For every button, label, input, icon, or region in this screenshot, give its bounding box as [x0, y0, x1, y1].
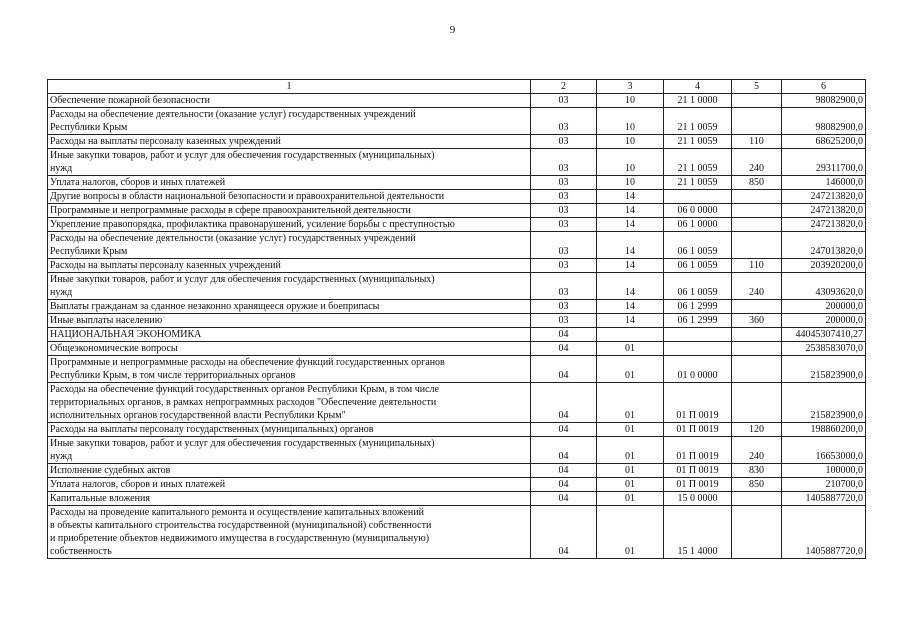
budget-item-name: Расходы на обеспечение функций государственных органов Республики Крым, в том числе территориальных органов, в рамках непрограммных расходов "Обеспечение деятельности исполнительных органов государственной власти Республики Крым" — [50, 384, 439, 421]
subsection-code-cell — [597, 383, 664, 423]
target-article-code: 01 0 0000 — [677, 370, 718, 381]
amount-cell — [782, 314, 866, 328]
amount: 247013820,0 — [810, 246, 863, 257]
budget-item-name: Выплаты гражданам за сданное незаконно хранящееся оружие и боеприпасы — [50, 301, 380, 312]
target-article-code: 21 1 0059 — [677, 122, 718, 133]
section-code-cell — [531, 492, 597, 506]
amount: 2538583070,0 — [805, 343, 863, 354]
expense-type-code-cell — [732, 190, 782, 204]
target-article-code: 06 1 0059 — [677, 246, 718, 257]
subsection-code: 14 — [625, 246, 635, 257]
subsection-code-cell — [597, 190, 664, 204]
target-article-code: 01 П 0019 — [676, 465, 719, 476]
expense-type-code-cell — [732, 437, 782, 464]
amount: 247213820,0 — [810, 191, 863, 202]
target-article-code: 21 1 0059 — [677, 177, 718, 188]
table-row — [48, 342, 866, 356]
section-code: 04 — [558, 329, 569, 340]
subsection-code: 10 — [625, 136, 635, 147]
table-row — [48, 383, 866, 423]
target-article-code: 15 1 4000 — [677, 546, 718, 557]
amount-cell — [782, 94, 866, 108]
section-code-cell — [531, 273, 597, 300]
target-article-code-cell — [664, 356, 732, 383]
expense-type-code-cell — [732, 423, 782, 437]
subsection-code-cell — [597, 478, 664, 492]
amount-cell — [782, 190, 866, 204]
budget-item-name-cell — [48, 328, 531, 342]
amount-cell — [782, 328, 866, 342]
section-code: 03 — [558, 315, 569, 326]
amount-cell — [782, 506, 866, 559]
section-code-cell — [531, 204, 597, 218]
expense-type-code-cell — [732, 506, 782, 559]
subsection-code: 01 — [625, 343, 635, 354]
subsection-code: 01 — [625, 424, 635, 435]
target-article-code: 06 1 2999 — [677, 301, 718, 312]
expense-type-code-cell — [732, 218, 782, 232]
subsection-code-cell — [597, 506, 664, 559]
table-row — [48, 437, 866, 464]
amount: 44045307410,27 — [795, 329, 863, 340]
section-code: 04 — [558, 451, 569, 462]
target-article-code-cell — [664, 218, 732, 232]
section-code-cell — [531, 423, 597, 437]
section-code: 04 — [558, 370, 569, 381]
budget-item-name: Расходы на проведение капитального ремонта и осуществление капитальных вложений в объекты капитального строительства государственной (муниципальной) собственности и приобретение объектов недвижимого имущества в государственную (муниципальную) собственность — [50, 507, 432, 557]
amount: 247213820,0 — [810, 205, 863, 216]
table-row — [48, 423, 866, 437]
amount-cell — [782, 383, 866, 423]
target-article-code-cell — [664, 506, 732, 559]
subsection-code-cell — [597, 135, 664, 149]
target-article-code-cell — [664, 300, 732, 314]
target-article-code: 15 0 0000 — [677, 493, 718, 504]
budget-item-name: Программные и непрограммные расходы в сфере правоохранительной деятельности — [50, 205, 411, 216]
section-code-cell — [531, 506, 597, 559]
table-row — [48, 273, 866, 300]
table-row — [48, 478, 866, 492]
target-article-code: 06 1 0059 — [677, 287, 718, 298]
table-row — [48, 204, 866, 218]
budget-item-name: Укрепление правопорядка, профилактика правонарушений, усиление борьбы с преступностью — [50, 219, 455, 230]
subsection-code: 14 — [625, 219, 635, 230]
target-article-code-cell — [664, 149, 732, 176]
subsection-code-cell — [597, 204, 664, 218]
target-article-code: 06 1 2999 — [677, 315, 718, 326]
section-code-cell — [531, 190, 597, 204]
column-header-1: 1 — [48, 80, 531, 94]
amount: 98082900,0 — [815, 95, 863, 106]
expense-type-code-cell — [732, 176, 782, 190]
target-article-code-cell — [664, 108, 732, 135]
target-article-code: 21 1 0059 — [677, 163, 718, 174]
budget-item-name: Общеэкономические вопросы — [50, 343, 178, 354]
amount-cell — [782, 356, 866, 383]
subsection-code-cell — [597, 464, 664, 478]
budget-item-name: Уплата налогов, сборов и иных платежей — [50, 177, 226, 188]
amount: 1405887720,0 — [805, 546, 863, 557]
table-row — [48, 190, 866, 204]
section-code-cell — [531, 300, 597, 314]
section-code: 03 — [558, 177, 569, 188]
subsection-code: 10 — [625, 163, 635, 174]
section-code-cell — [531, 218, 597, 232]
subsection-code: 10 — [625, 177, 635, 188]
section-code-cell — [531, 176, 597, 190]
subsection-code: 01 — [625, 370, 635, 381]
section-code: 04 — [558, 465, 569, 476]
target-article-code-cell — [664, 135, 732, 149]
table-row — [48, 232, 866, 259]
budget-item-name-cell — [48, 135, 531, 149]
page-number: 9 — [449, 24, 456, 36]
subsection-code-cell — [597, 314, 664, 328]
amount-cell — [782, 149, 866, 176]
target-article-code-cell — [664, 464, 732, 478]
budget-item-name-cell — [48, 204, 531, 218]
budget-item-name: НАЦИОНАЛЬНАЯ ЭКОНОМИКА — [50, 329, 202, 340]
target-article-code-cell — [664, 328, 732, 342]
amount: 16653000,0 — [815, 451, 863, 462]
amount: 215823900,0 — [810, 410, 863, 421]
target-article-code-cell — [664, 478, 732, 492]
subsection-code-cell — [597, 342, 664, 356]
section-code: 04 — [558, 479, 569, 490]
budget-item-name-cell — [48, 94, 531, 108]
expense-type-code-cell — [732, 232, 782, 259]
expense-type-code-cell — [732, 478, 782, 492]
expense-type-code-cell — [732, 356, 782, 383]
expense-type-code: 240 — [749, 163, 764, 174]
subsection-code: 14 — [625, 315, 635, 326]
expense-type-code-cell — [732, 135, 782, 149]
amount-cell — [782, 423, 866, 437]
column-header-5: 5 — [732, 80, 782, 94]
target-article-code: 01 П 0019 — [676, 410, 719, 421]
budget-item-name-cell — [48, 190, 531, 204]
header-row — [48, 80, 866, 94]
target-article-code: 06 1 0059 — [677, 260, 718, 271]
budget-item-name: Расходы на выплаты персоналу казенных учреждений — [50, 260, 281, 271]
budget-item-name-cell — [48, 314, 531, 328]
table-row — [48, 108, 866, 135]
expense-type-code: 830 — [749, 465, 764, 476]
table-row — [48, 328, 866, 342]
budget-item-name: Иные закупки товаров, работ и услуг для обеспечения государственных (муниципальных) нужд — [50, 438, 435, 462]
section-code: 03 — [558, 246, 569, 257]
section-code-cell — [531, 135, 597, 149]
budget-item-name-cell — [48, 273, 531, 300]
budget-item-name-cell — [48, 437, 531, 464]
amount: 215823900,0 — [810, 370, 863, 381]
subsection-code-cell — [597, 218, 664, 232]
target-article-code-cell — [664, 176, 732, 190]
section-code: 03 — [558, 95, 569, 106]
section-code: 04 — [558, 546, 569, 557]
section-code: 03 — [558, 219, 569, 230]
target-article-code: 21 1 0059 — [677, 136, 718, 147]
table-row — [48, 356, 866, 383]
budget-table — [47, 79, 866, 559]
subsection-code: 14 — [625, 287, 635, 298]
expense-type-code-cell — [732, 342, 782, 356]
budget-item-name: Расходы на выплаты персоналу государственных (муниципальных) органов — [50, 424, 374, 435]
amount-cell — [782, 135, 866, 149]
target-article-code-cell — [664, 437, 732, 464]
budget-item-name: Расходы на обеспечение деятельности (оказание услуг) государственных учреждений Республики Крым — [50, 109, 416, 133]
section-code-cell — [531, 314, 597, 328]
budget-item-name-cell — [48, 342, 531, 356]
target-article-code: 06 1 0000 — [677, 219, 718, 230]
subsection-code-cell — [597, 328, 664, 342]
expense-type-code: 360 — [749, 315, 764, 326]
expense-type-code-cell — [732, 492, 782, 506]
budget-item-name: Иные закупки товаров, работ и услуг для обеспечения государственных (муниципальных) нужд — [50, 274, 435, 298]
budget-item-name: Капитальные вложения — [50, 493, 150, 504]
target-article-code-cell — [664, 492, 732, 506]
budget-item-name: Расходы на выплаты персоналу казенных учреждений — [50, 136, 281, 147]
section-code-cell — [531, 108, 597, 135]
amount-cell — [782, 478, 866, 492]
subsection-code: 01 — [625, 465, 635, 476]
target-article-code-cell — [664, 342, 732, 356]
target-article-code-cell — [664, 190, 732, 204]
budget-item-name: Иные закупки товаров, работ и услуг для обеспечения государственных (муниципальных) нужд — [50, 150, 435, 174]
section-code: 04 — [558, 410, 569, 421]
budget-item-name: Расходы на обеспечение деятельности (оказание услуг) государственных учреждений Республики Крым — [50, 233, 416, 257]
table-row — [48, 492, 866, 506]
table-row — [48, 314, 866, 328]
amount-cell — [782, 437, 866, 464]
target-article-code-cell — [664, 232, 732, 259]
target-article-code: 01 П 0019 — [676, 424, 719, 435]
expense-type-code-cell — [732, 273, 782, 300]
subsection-code-cell — [597, 176, 664, 190]
column-header-3: 3 — [597, 80, 664, 94]
budget-item-name-cell — [48, 218, 531, 232]
amount: 29311700,0 — [815, 163, 863, 174]
budget-item-name: Программные и непрограммные расходы на обеспечение функций государственных органов Республики Крым, в том числе территориальных органов — [50, 357, 445, 381]
subsection-code-cell — [597, 108, 664, 135]
budget-item-name-cell — [48, 176, 531, 190]
amount: 100000,0 — [825, 465, 863, 476]
expense-type-code: 240 — [749, 287, 764, 298]
target-article-code-cell — [664, 204, 732, 218]
subsection-code-cell — [597, 259, 664, 273]
budget-item-name-cell — [48, 149, 531, 176]
subsection-code: 14 — [625, 301, 635, 312]
section-code: 03 — [558, 287, 569, 298]
expense-type-code: 240 — [749, 451, 764, 462]
expense-type-code-cell — [732, 464, 782, 478]
table-row — [48, 149, 866, 176]
target-article-code: 01 П 0019 — [676, 479, 719, 490]
amount-cell — [782, 342, 866, 356]
expense-type-code-cell — [732, 94, 782, 108]
subsection-code: 01 — [625, 410, 635, 421]
table-row — [48, 259, 866, 273]
budget-item-name: Иные выплаты населению — [50, 315, 163, 326]
subsection-code-cell — [597, 356, 664, 383]
amount-cell — [782, 464, 866, 478]
expense-type-code-cell — [732, 314, 782, 328]
section-code: 03 — [558, 260, 569, 271]
subsection-code-cell — [597, 149, 664, 176]
subsection-code-cell — [597, 423, 664, 437]
section-code-cell — [531, 342, 597, 356]
expense-type-code: 850 — [749, 479, 764, 490]
budget-item-name-cell — [48, 464, 531, 478]
column-header-6: 6 — [782, 80, 866, 94]
section-code: 04 — [558, 343, 569, 354]
subsection-code-cell — [597, 273, 664, 300]
section-code: 03 — [558, 205, 569, 216]
amount: 203920200,0 — [810, 260, 863, 271]
amount-cell — [782, 300, 866, 314]
subsection-code-cell — [597, 437, 664, 464]
amount: 210700,0 — [825, 479, 863, 490]
subsection-code-cell — [597, 94, 664, 108]
budget-item-name-cell — [48, 423, 531, 437]
target-article-code: 06 0 0000 — [677, 205, 718, 216]
amount-cell — [782, 273, 866, 300]
budget-item-name-cell — [48, 492, 531, 506]
table-row — [48, 176, 866, 190]
target-article-code-cell — [664, 383, 732, 423]
budget-item-name-cell — [48, 478, 531, 492]
budget-item-name-cell — [48, 232, 531, 259]
target-article-code-cell — [664, 94, 732, 108]
table-row — [48, 218, 866, 232]
amount: 247213820,0 — [810, 219, 863, 230]
section-code-cell — [531, 437, 597, 464]
target-article-code: 21 1 0000 — [677, 95, 718, 106]
subsection-code: 14 — [625, 191, 635, 202]
expense-type-code-cell — [732, 300, 782, 314]
expense-type-code-cell — [732, 149, 782, 176]
subsection-code-cell — [597, 492, 664, 506]
table-row — [48, 464, 866, 478]
section-code: 03 — [558, 122, 569, 133]
amount-cell — [782, 176, 866, 190]
section-code-cell — [531, 232, 597, 259]
section-code-cell — [531, 383, 597, 423]
budget-item-name-cell — [48, 300, 531, 314]
subsection-code-cell — [597, 300, 664, 314]
section-code-cell — [531, 328, 597, 342]
table-row — [48, 506, 866, 559]
budget-item-name: Уплата налогов, сборов и иных платежей — [50, 479, 226, 490]
section-code: 03 — [558, 191, 569, 202]
amount: 68625200,0 — [815, 136, 863, 147]
budget-item-name-cell — [48, 259, 531, 273]
target-article-code: 01 П 0019 — [676, 451, 719, 462]
section-code-cell — [531, 464, 597, 478]
section-code: 03 — [558, 301, 569, 312]
amount: 200000,0 — [825, 315, 863, 326]
expense-type-code: 850 — [749, 177, 764, 188]
amount: 1405887720,0 — [805, 493, 863, 504]
amount: 98082900,0 — [815, 122, 863, 133]
budget-item-name: Обеспечение пожарной безопасности — [50, 95, 211, 106]
amount-cell — [782, 492, 866, 506]
amount-cell — [782, 204, 866, 218]
table-body — [48, 94, 866, 559]
table-row — [48, 300, 866, 314]
budget-item-name-cell — [48, 108, 531, 135]
table-row — [48, 135, 866, 149]
section-code: 04 — [558, 493, 569, 504]
section-code-cell — [531, 94, 597, 108]
amount: 146000,0 — [825, 177, 863, 188]
amount-cell — [782, 232, 866, 259]
section-code: 04 — [558, 424, 569, 435]
amount: 43093620,0 — [815, 287, 863, 298]
column-header-2: 2 — [531, 80, 597, 94]
target-article-code-cell — [664, 259, 732, 273]
section-code: 03 — [558, 163, 569, 174]
subsection-code: 01 — [625, 493, 635, 504]
subsection-code: 01 — [625, 479, 635, 490]
amount: 200000,0 — [825, 301, 863, 312]
budget-item-name: Исполнение судебных актов — [50, 465, 171, 476]
subsection-code: 14 — [625, 205, 635, 216]
section-code-cell — [531, 478, 597, 492]
expense-type-code-cell — [732, 204, 782, 218]
section-code-cell — [531, 356, 597, 383]
target-article-code-cell — [664, 314, 732, 328]
table-row — [48, 94, 866, 108]
target-article-code-cell — [664, 273, 732, 300]
section-code-cell — [531, 259, 597, 273]
section-code: 03 — [558, 136, 569, 147]
subsection-code: 10 — [625, 122, 635, 133]
expense-type-code: 110 — [749, 136, 764, 147]
budget-item-name-cell — [48, 383, 531, 423]
expense-type-code: 120 — [749, 424, 764, 435]
expense-type-code: 110 — [749, 260, 764, 271]
section-code-cell — [531, 149, 597, 176]
amount-cell — [782, 218, 866, 232]
subsection-code-cell — [597, 232, 664, 259]
subsection-code: 14 — [625, 260, 635, 271]
subsection-code: 01 — [625, 451, 635, 462]
expense-type-code-cell — [732, 383, 782, 423]
amount-cell — [782, 108, 866, 135]
budget-item-name-cell — [48, 506, 531, 559]
budget-item-name: Другие вопросы в области национальной безопасности и правоохранительной деятельности — [50, 191, 445, 202]
expense-type-code-cell — [732, 328, 782, 342]
amount-cell — [782, 259, 866, 273]
amount: 198860200,0 — [810, 424, 863, 435]
expense-type-code-cell — [732, 259, 782, 273]
target-article-code-cell — [664, 423, 732, 437]
subsection-code: 10 — [625, 95, 635, 106]
subsection-code: 01 — [625, 546, 635, 557]
budget-item-name-cell — [48, 356, 531, 383]
column-header-4: 4 — [664, 80, 732, 94]
expense-type-code-cell — [732, 108, 782, 135]
